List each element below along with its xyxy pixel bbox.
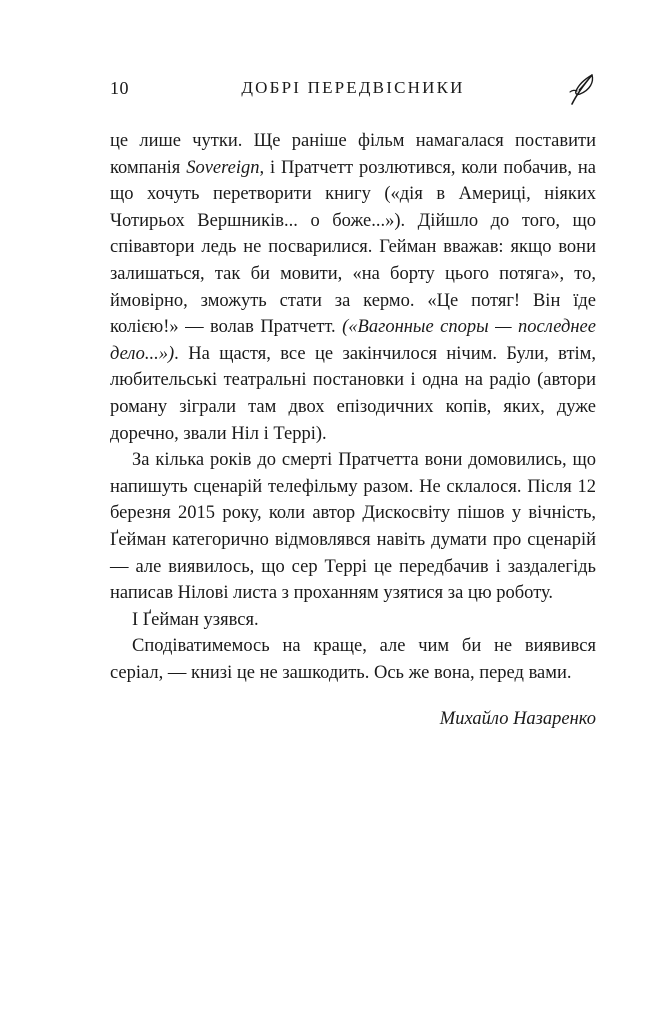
paragraph-continued <box>110 128 596 447</box>
paragraph: І Ґейман узявся. <box>132 609 259 630</box>
book-title: ДОБРІ ПЕРЕДВІСНИКИ <box>241 78 465 97</box>
paragraph: За кілька років до смерті Пратчетта вони домовились, що напишуть сценарій телефільму разом. Не склалося. Після 12 березня 2015 року, коли автор Дискосвіту пішов у вічність, Ґейман категорично відмовлявся навіть думати про сценарій — але виявилось, що сер Террі це передбачив і заздалегідь написав Нілові листа з проханням узятися за цю роботу. <box>110 450 596 604</box>
page-number: 10 <box>110 78 129 98</box>
company-name: Sovereign <box>186 157 260 178</box>
paragraph: Сподіватимемось на краще, але чим би не виявився серіал, — книзі це не зашкодить. Ось же вона, перед вами. <box>110 636 596 683</box>
author-signature: Михайло Назаренко <box>439 709 596 730</box>
running-header <box>110 72 596 108</box>
paragraph-text: , і Пратчетт розлютився, коли побачив, на що хочуть перетворити книгу («дія в Америці, ніяких Чотирьох Вершників... о боже...»). Дійшло до того, що співавтори ледь не посварилися. Гейман вважав: якщо вони залишаться, так би мовити, «на борту цього потяга», то, ймовірно, зможуть стати за кермо. «Це потяг! Він їде колією!» — волав Пратчетт. <box>110 157 596 338</box>
paragraph-text: це лише чутки. Ще раніше фільм намагалася поставити компанія <box>110 131 596 178</box>
quill-feather-icon <box>568 72 596 106</box>
main-text <box>110 128 596 732</box>
quote-russian: («Вагонные споры — последнее дело...») <box>110 317 596 364</box>
paragraph-text: . На щастя, все це закінчилося нічим. Були, втім, любительські театральні постановки і одна на радіо (автори роману зіграли там двох епізодичних копів, яких, дуже доречно, звали Ніл і Террі). <box>110 343 596 444</box>
